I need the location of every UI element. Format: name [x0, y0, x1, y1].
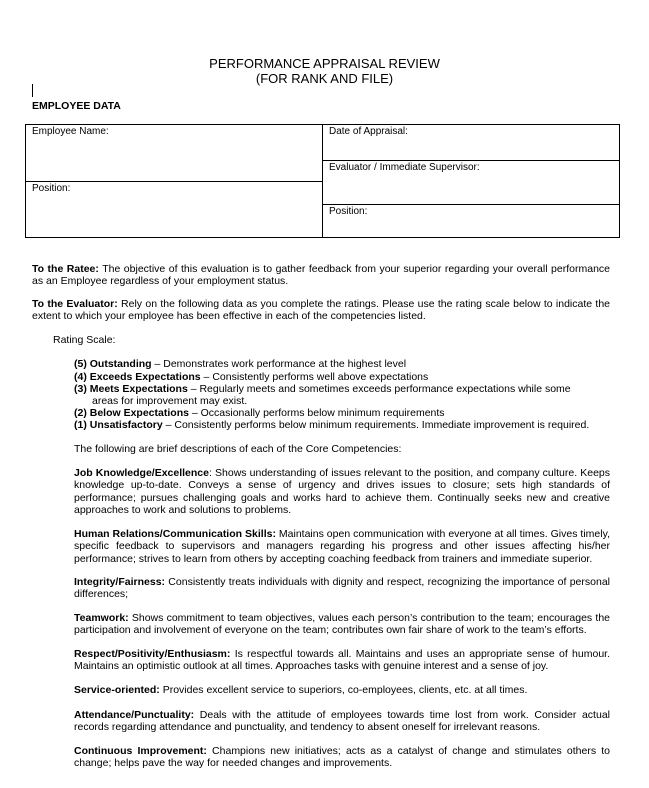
competency-text: Maintains open communication with everyone at all times. Gives timely, specific feedback to supervisors and managers regarding his progress and other issues affecting his/her performance; strives to learn from others by accepting coaching feedback from trainers and immediate superior.: [74, 528, 610, 565]
position-field-left[interactable]: Position:: [32, 183, 71, 194]
competency-label: Job Knowledge/Excellence: [74, 467, 209, 479]
competency-respect: [74, 648, 610, 673]
rating-item-4: [74, 371, 428, 383]
rating-text: – Demonstrates work performance at the highest level: [151, 358, 407, 370]
employee-name-field[interactable]: Employee Name:: [32, 126, 109, 137]
rating-label: (3) Meets Expectations: [74, 383, 188, 395]
competency-job-knowledge: [74, 467, 610, 516]
competency-text: Provides excellent service to superiors, co-employees, clients, etc. at all times.: [159, 684, 528, 696]
rating-item-3-continuation: areas for improvement may exist.: [92, 395, 248, 407]
to-evaluator-label: To the Evaluator:: [32, 298, 118, 310]
rating-scale-heading: Rating Scale:: [53, 334, 116, 346]
competency-label: Integrity/Fairness:: [74, 576, 166, 588]
competency-text: Consistently treats individuals with dignity and respect, recognizing the importance of personal differences;: [74, 576, 610, 601]
rating-label: (2) Below Expectations: [74, 407, 189, 419]
competency-attendance: [74, 709, 610, 734]
table-row-divider: [25, 181, 322, 182]
competency-label: Respect/Positivity/Enthusiasm:: [74, 648, 231, 660]
competency-label: Human Relations/Communication Skills:: [74, 528, 276, 540]
rating-item-2: [74, 407, 445, 419]
rating-text: – Consistently performs below minimum requirements. Immediate improvement is required.: [162, 419, 590, 431]
competency-text: Deals with the attitude of employees towards time lost from work. Consider actual records regarding attendance and punctuality, and tendency to absent oneself for irrelevant reasons.: [74, 709, 610, 734]
rating-label: (1) Unsatisfactory: [74, 419, 163, 431]
competency-continuous-improvement: [74, 745, 610, 770]
competency-text: Is respectful towards all. Maintains and uses an appropriate sense of humour. Maintains an optimistic outlook at all times. Approaches tasks with genuine interest and a sense of joy.: [74, 648, 610, 673]
text-cursor: [32, 84, 33, 97]
employee-data-heading: EMPLOYEE DATA: [32, 100, 121, 112]
document-title: PERFORMANCE APPRAISAL REVIEW: [209, 56, 440, 71]
to-ratee-text: The objective of this evaluation is to gather feedback from your superior regarding your overall performance as an Employee regardless of your employment status.: [32, 263, 610, 288]
competency-teamwork: [74, 612, 610, 637]
rating-text: – Consistently performs well above expectations: [200, 371, 429, 383]
evaluator-field[interactable]: Evaluator / Immediate Supervisor:: [329, 162, 480, 173]
competency-label: Teamwork:: [74, 612, 129, 624]
to-evaluator-text: Rely on the following data as you complete the ratings. Please use the rating scale below to indicate the extent to which your employee has been effective in each of the competencies listed.: [32, 298, 611, 323]
table-row-divider: [322, 160, 620, 161]
competency-text: Shows commitment to team objectives, values each person’s contribution to the team; encourages the participation and involvement of everyone on the team; contributes own fair share of work to the team’s efforts.: [74, 612, 610, 637]
competency-label: Attendance/Punctuality:: [74, 709, 195, 721]
to-evaluator-paragraph: [32, 298, 610, 323]
document-subtitle: (FOR RANK AND FILE): [255, 71, 394, 86]
rating-item-3: [74, 383, 571, 395]
competency-service: [74, 684, 610, 696]
to-ratee-label: To the Ratee:: [32, 263, 99, 275]
competency-human-relations: [74, 528, 610, 565]
rating-item-1: [74, 419, 589, 431]
table-divider: [322, 124, 323, 238]
competency-integrity: [74, 576, 610, 601]
rating-text: – Regularly meets and sometimes exceeds performance expectations while some: [187, 383, 571, 395]
competency-text: : Shows understanding of issues relevant to the position, and company culture. Keeps knowledge up-to-date. Conveys a sense of urgency and drives issues to closure; sets high standards of performance; pursues challenging goals and works hard to achieve them. Continually seeks new and creative approaches to work and solutions to problems.: [74, 467, 610, 516]
competency-label: Service-oriented:: [74, 684, 160, 696]
rating-text: – Occasionally performs below minimum requirements: [188, 407, 445, 419]
to-ratee-paragraph: [32, 263, 610, 288]
competency-text: Champions new initiatives; acts as a catalyst of change and stimulates others to change; helps pave the way for needed changes and improvements.: [74, 745, 611, 770]
position-field-right[interactable]: Position:: [329, 206, 368, 217]
competencies-intro: The following are brief descriptions of each of the Core Competencies:: [74, 443, 402, 455]
rating-item-5: [74, 358, 406, 370]
date-of-appraisal-field[interactable]: Date of Appraisal:: [329, 126, 408, 137]
competency-label: Continuous Improvement:: [74, 745, 207, 757]
rating-label: (5) Outstanding: [74, 358, 152, 370]
table-row-divider: [322, 204, 620, 205]
rating-label: (4) Exceeds Expectations: [74, 371, 201, 383]
